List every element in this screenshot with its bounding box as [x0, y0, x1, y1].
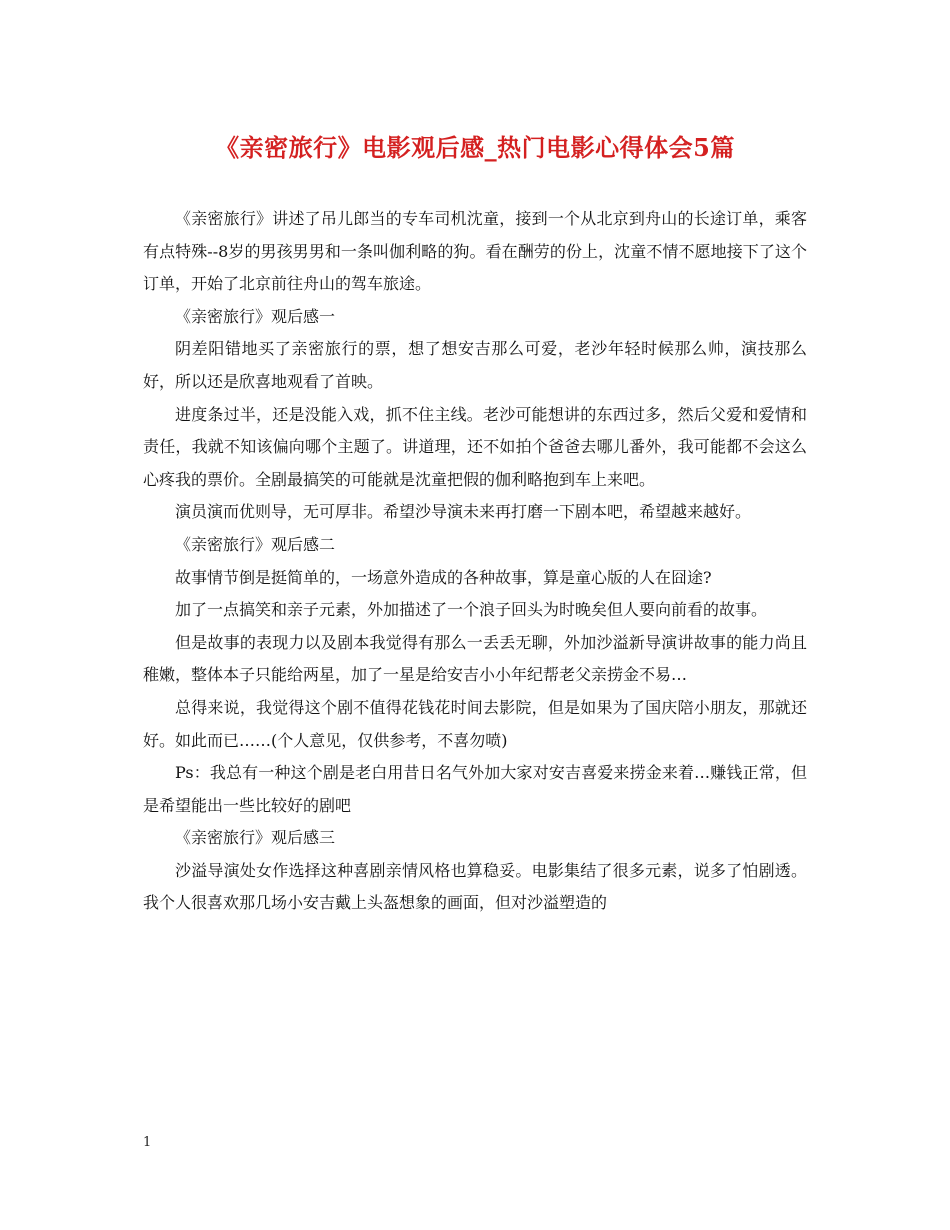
section-heading-1: 《亲密旅行》观后感一 — [175, 306, 336, 326]
paragraph-intro: 《亲密旅行》讲述了吊儿郎当的专车司机沈童，接到一个从北京到舟山的长途订单，乘客有点特殊--8岁的男孩男男和一条叫伽利略的狗。看在酬劳的份上，沈童不情不愿地接下了这个订单，开始了北京前往舟山的驾车旅途。 — [143, 209, 807, 294]
paragraph: 总得来说，我觉得这个剧不值得花钱花时间去影院，但是如果为了国庆陪小朋友，那就还好。如此而已……(个人意见，仅供参考，不喜勿喷) — [143, 697, 807, 750]
paragraph: 阴差阳错地买了亲密旅行的票，想了想安吉那么可爱，老沙年轻时候那么帅，演技那么好，所以还是欣喜地观看了首映。 — [143, 339, 807, 391]
paragraph: 但是故事的表现力以及剧本我觉得有那么一丢丢无聊，外加沙溢新导演讲故事的能力尚且稚嫩，整体本子只能给两星，加了一星是给安吉小小年纪帮老父亲捞金不易… — [143, 632, 807, 685]
section-heading-3: 《亲密旅行》观后感三 — [175, 828, 336, 848]
paragraph: 演员演而优则导，无可厚非。希望沙导演未来再打磨一下剧本吧，希望越来越好。 — [175, 502, 752, 522]
document-body — [143, 203, 807, 920]
paragraph: 进度条过半，还是没能入戏，抓不住主线。老沙可能想讲的东西过多，然后父爱和爱情和责任，我就不知该偏向哪个主题了。讲道理，还不如拍个爸爸去哪儿番外，我可能都不会这么心疼我的票价。全剧最搞笑的可能就是沈童把假的伽利略抱到车上来吧。 — [143, 404, 807, 489]
paragraph: 加了一点搞笑和亲子元素，外加描述了一个浪子回头为时晚矣但人要向前看的故事。 — [175, 600, 768, 620]
paragraph: 故事情节倒是挺简单的，一场意外造成的各种故事，算是童心版的人在囧途? — [175, 567, 712, 587]
paragraph: Ps：我总有一种这个剧是老白用昔日名气外加大家对安吉喜爱来捞金来着…赚钱正常，但是希望能出一些比较好的剧吧 — [143, 763, 807, 815]
section-heading-2: 《亲密旅行》观后感二 — [175, 534, 336, 554]
document-title: 《亲密旅行》电影观后感_热门电影心得体会5篇 — [215, 133, 735, 162]
page-number: 1 — [143, 1135, 152, 1150]
paragraph: 沙溢导演处女作选择这种喜剧亲情风格也算稳妥。电影集结了很多元素，说多了怕剧透。我个人很喜欢那几场小安吉戴上头盔想象的画面，但对沙溢塑造的 — [143, 860, 807, 913]
